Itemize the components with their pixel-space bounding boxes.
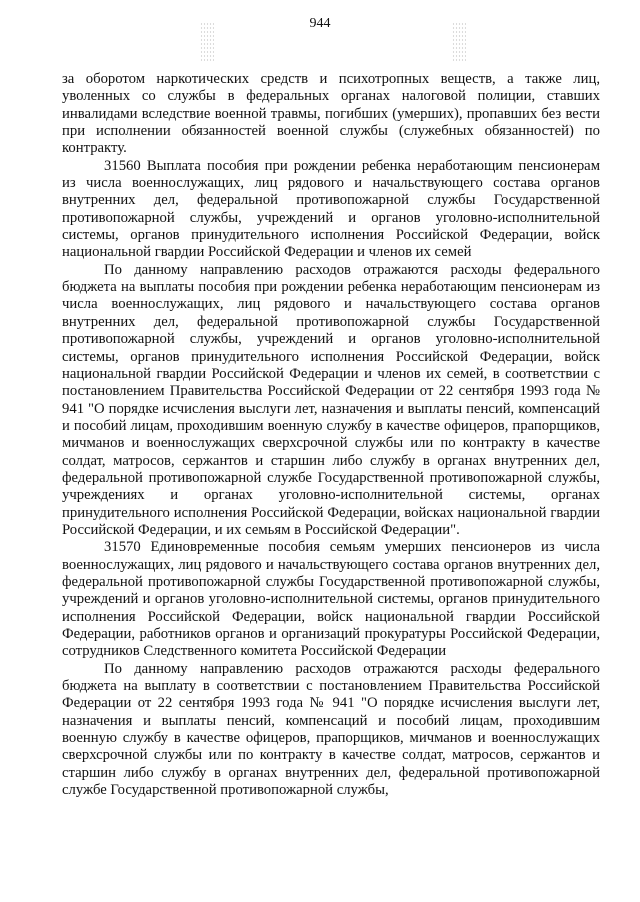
paragraph-description-31570: По данному направлению расходов отражаются расходы федерального бюджета на выплату в соответствии с постановлением Правительства Российской Федерации от 22 сентября 1993 года № 941 "О порядке исчисления выслуги лет, назначения и выплаты пенсий, компенсаций и пособий лицам, проходившим военную службу в качестве офицеров, прапорщиков, мичманов и военнослужащих сверхсрочной службы или по контракту в качестве солдат, матросов, сержантов и старшин либо службу в органах внутренних дел, федеральной противопожарной службе Государственной противопожарной службы, bbox=[62, 660, 600, 799]
paragraph-heading-31570: 31570 Единовременные пособия семьям умерших пенсионеров из числа военнослужащих, лиц рядового и начальствующего состава органов внутренних дел, федеральной противопожарной службы Государственной противопожарной службы, учреждений и органов уголовно-исполнительной системы, органов принудительного исполнения Российской Федерации, войск национальной гвардии Российской Федерации, работников органов и организаций прокуратуры Российской Федерации, сотрудников Следственного комитета Российской Федерации bbox=[62, 539, 600, 660]
paragraph-heading-31560: 31560 Выплата пособия при рождении ребенка неработающим пенсионерам из числа военнослужащих, лиц рядового и начальствующего состава органов внутренних дел, федеральной противопожарной службы Государственной противопожарной службы, учреждений и органов уголовно-исполнительной системы, органов принудительного исполнения Российской Федерации, войск национальной гвардии Российской Федерации и членов их семей bbox=[62, 157, 600, 261]
paragraph-continuation: за оборотом наркотических средств и психотропных веществ, а также лиц, уволенных со службы в федеральных органах налоговой полиции, ставших инвалидами вследствие военной травмы, погибших (умерших), пропавших без вести при исполнении обязанностей военной службы (служебных обязанностей) по контракту. bbox=[62, 71, 600, 157]
paragraph-description-31560: По данному направлению расходов отражаются расходы федерального бюджета на выплаты пособия при рождении ребенка неработающим пенсионерам из числа военнослужащих, лиц рядового и начальствующего состава органов внутренних дел, федеральной противопожарной службы Государственной противопожарной службы, учреждений и органов уголовно-исполнительной системы, органов принудительного исполнения Российской Федерации, войск национальной гвардии Российской Федерации и членов их семей, в соответствии с постановлением Правительства Российской Федерации от 22 сентября 1993 года № 941 "О порядке исчисления выслуги лет, назначения и выплаты пенсий, компенсаций и пособий лицам, проходившим военную службу в качестве офицеров, прапорщиков, мичманов и военнослужащих сверхсрочной службы или по контракту в качестве солдат, матросов, сержантов и старшин либо службу в органах внутренних дел, федеральной противопожарной службе Государственной противопожарной службы, учреждениях и органах уголовно-исполнительной системы, органах принудительного исполнения Российской Федерации, войсках национальной гвардии Российской Федерации, и их семьям в Российской Федерации". bbox=[62, 261, 600, 538]
document-body bbox=[62, 71, 600, 799]
page-number: 944 bbox=[309, 16, 331, 31]
